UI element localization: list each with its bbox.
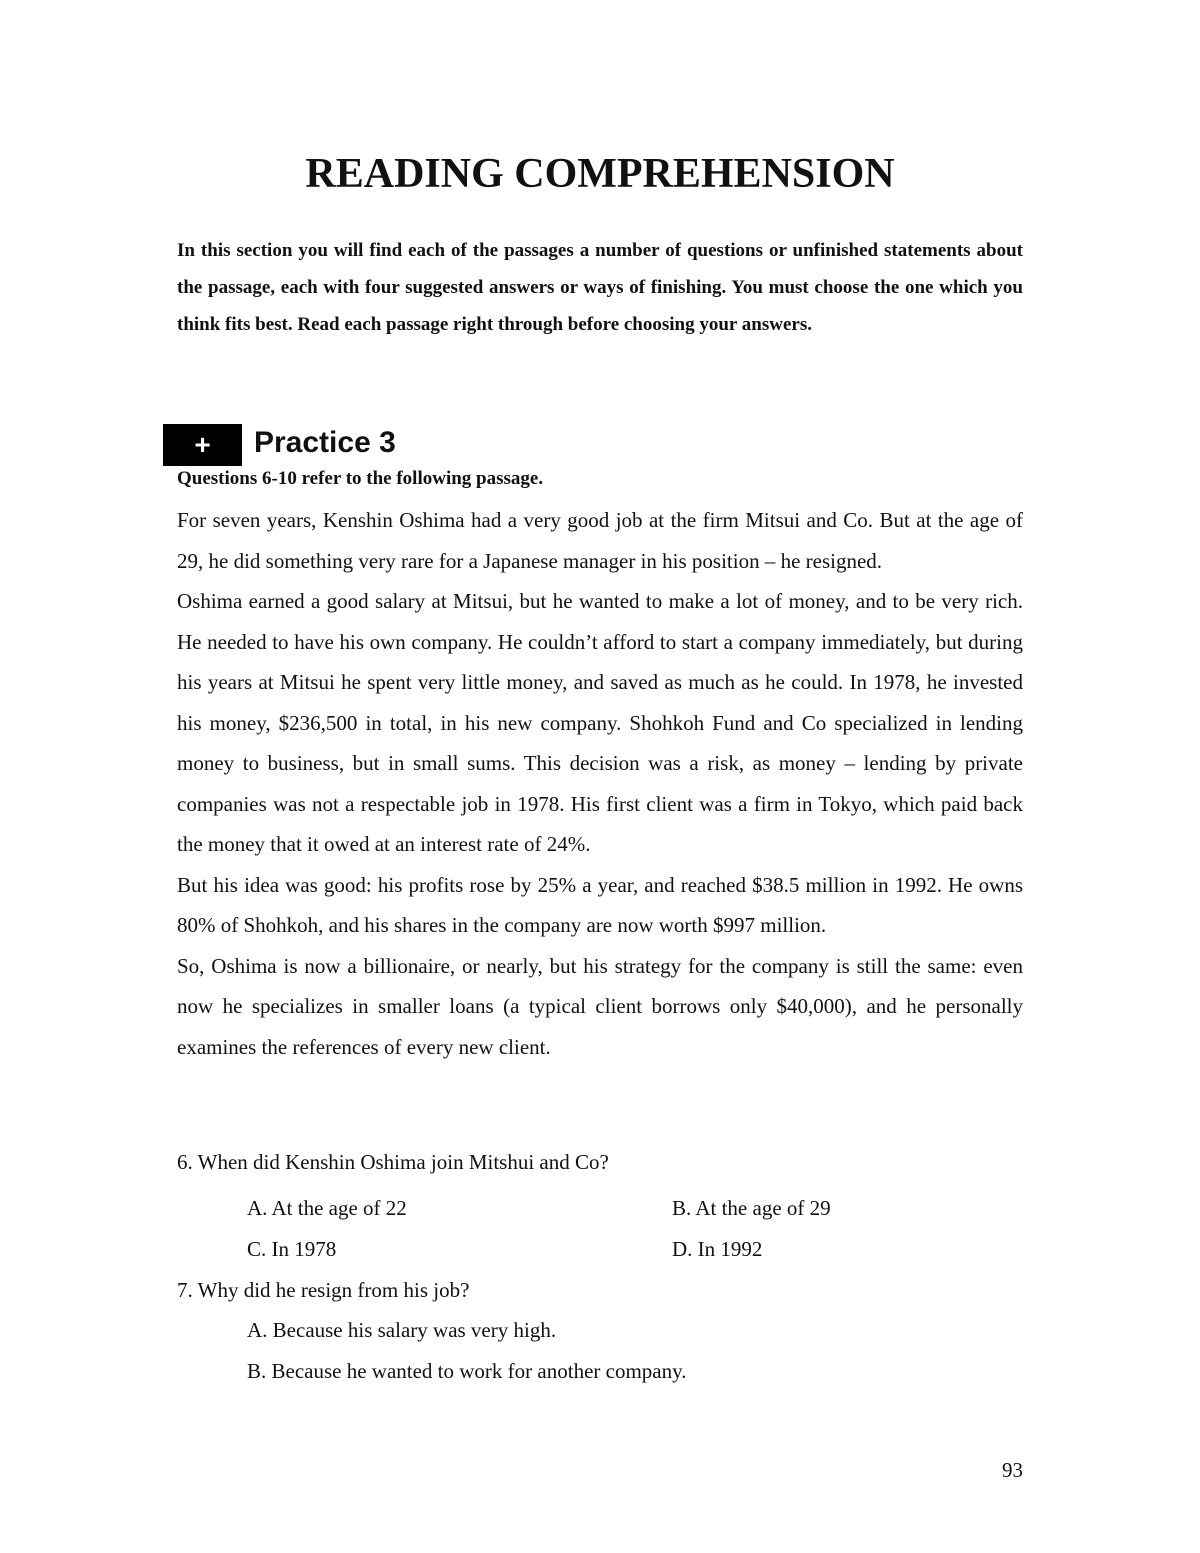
questions-reference: Questions 6-10 refer to the following passage. [177, 468, 544, 489]
question-6-option-d: D. In 1992 [672, 1237, 763, 1261]
question-7-option-a: A. Because his salary was very high. [247, 1318, 557, 1342]
reading-passage [177, 500, 1023, 1067]
question-7-stem: 7. Why did he resign from his job? [177, 1278, 470, 1302]
passage-paragraph: Oshima earned a good salary at Mitsui, but he wanted to make a lot of money, and to be very rich. He needed to have his own company. He couldn’t afford to start a company immediately, but during his years at Mitsui he spent very little money, and saved as much as he could. In 1978, he invested his money, $236,500 in total, in his new company. Shohkoh Fund and Co specialized in lending money to business, but in small sums. This decision was a risk, as money – lending by private companies was not a respectable job in 1978. His first client was a firm in Tokyo, which paid back the money that it owed at an interest rate of 24%. [177, 589, 1023, 856]
question-6-stem: 6. When did Kenshin Oshima join Mitshui and Co? [177, 1150, 609, 1174]
passage-paragraph: So, Oshima is now a billionaire, or nearly, but his strategy for the company is still the same: even now he specializes in smaller loans (a typical client borrows only $40,000), and he personally examines the references of every new client. [177, 953, 1023, 1059]
question-6-option-b: B. At the age of 29 [672, 1196, 831, 1220]
section-instructions: In this section you will find each of the passages a number of questions or unfinished statements about the passage, each with four suggested answers or ways of finishing. You must choose the one which you think fits best. Read each passage right through before choosing your answers. [177, 240, 1023, 335]
plus-icon: + [163, 424, 242, 466]
page-title: READING COMPREHENSION [305, 151, 895, 197]
question-6-option-c: C. In 1978 [247, 1237, 337, 1261]
passage-paragraph: For seven years, Kenshin Oshima had a very good job at the firm Mitsui and Co. But at the age of 29, he did something very rare for a Japanese manager in his position – he resigned. [177, 508, 1023, 573]
page-number: 93 [1002, 1458, 1023, 1482]
passage-paragraph: But his idea was good: his profits rose by 25% a year, and reached $38.5 million in 1992. He owns 80% of Shohkoh, and his shares in the company are now worth $997 million. [177, 872, 1023, 937]
practice-title: Practice 3 [254, 426, 396, 459]
question-6-option-a: A. At the age of 22 [247, 1196, 407, 1220]
practice-header [163, 420, 863, 464]
question-7-option-b: B. Because he wanted to work for another company. [247, 1359, 687, 1383]
